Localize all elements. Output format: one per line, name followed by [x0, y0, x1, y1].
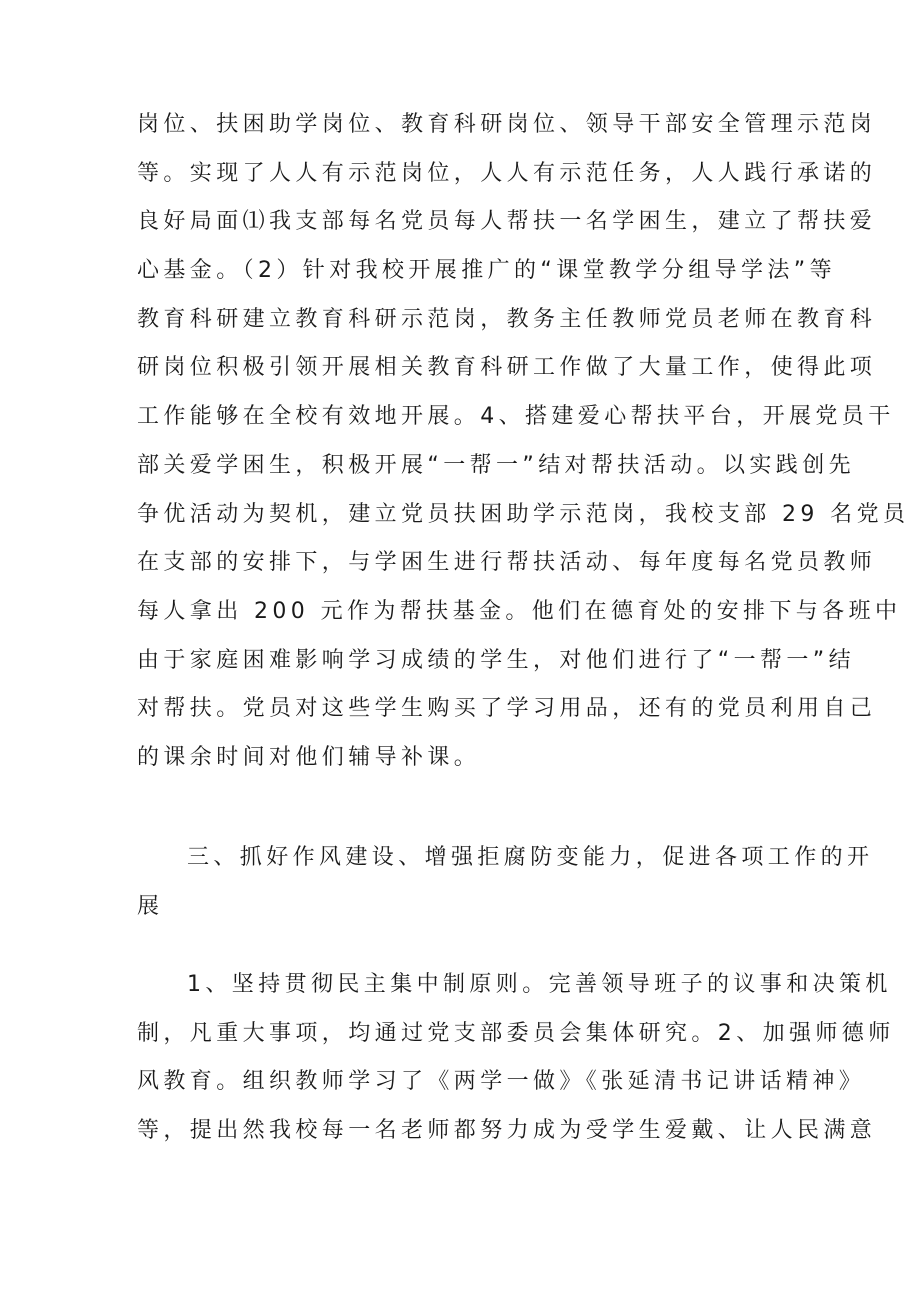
text-line: 风教育。组织教师学习了《两学一做》《张延清书记讲话精神》	[137, 1069, 866, 1095]
text-line: 心基金。（2）针对我校开展推广的“课堂教学分组导学法”等	[137, 258, 836, 284]
text-line: 在支部的安排下，与学困生进行帮扶活动、每年度每名党员教师	[137, 550, 877, 576]
text-line: 对帮扶。党员对这些学生购买了学习用品，还有的党员利用自己	[137, 696, 877, 722]
text-line: 每人拿出 200 元作为帮扶基金。他们在德育处的安排下与各班中	[137, 598, 902, 624]
heading-line: 展	[137, 893, 164, 919]
text-line: 工作能够在全校有效地开展。4、搭建爱心帮扶平台，开展党员干	[137, 404, 895, 430]
text-line: 岗位、扶困助学岗位、教育科研岗位、领导干部安全管理示范岗	[137, 112, 877, 137]
text-line: 1、坚持贯彻民主集中制原则。完善领导班子的议事和决策机	[187, 972, 892, 997]
paragraph-democratic-centralism	[137, 961, 895, 1156]
text-line: 等，提出然我校每一名老师都努力成为受学生爱戴、让人民满意	[137, 1118, 877, 1144]
text-line: 制，凡重大事项，均通过党支部委员会集体研究。2、加强师德师	[137, 1020, 895, 1046]
text-line: 由于家庭困难影响学习成绩的学生，对他们进行了“一帮一”结	[137, 647, 855, 673]
paragraph-demonstration-posts	[137, 101, 910, 783]
text-line: 教育科研建立教育科研示范岗，教务主任教师党员老师在教育科	[137, 306, 877, 332]
text-line: 研岗位积极引领开展相关教育科研工作做了大量工作，使得此项	[137, 355, 877, 381]
section-heading-three	[137, 834, 874, 931]
text-line: 的课余时间对他们辅导补课。	[137, 744, 481, 770]
text-line: 等。实现了人人有示范岗位，人人有示范任务，人人践行承诺的	[137, 160, 877, 186]
text-line: 争优活动为契机，建立党员扶困助学示范岗，我校支部 29 名党员	[137, 501, 910, 527]
heading-line: 三、抓好作风建设、增强拒腐防变能力，促进各项工作的开	[187, 845, 874, 870]
text-line: 良好局面⑴我支部每名党员每人帮扶一名学困生，建立了帮扶爱	[137, 209, 877, 235]
text-line: 部关爱学困生，积极开展“一帮一”结对帮扶活动。以实践创先	[137, 452, 855, 478]
